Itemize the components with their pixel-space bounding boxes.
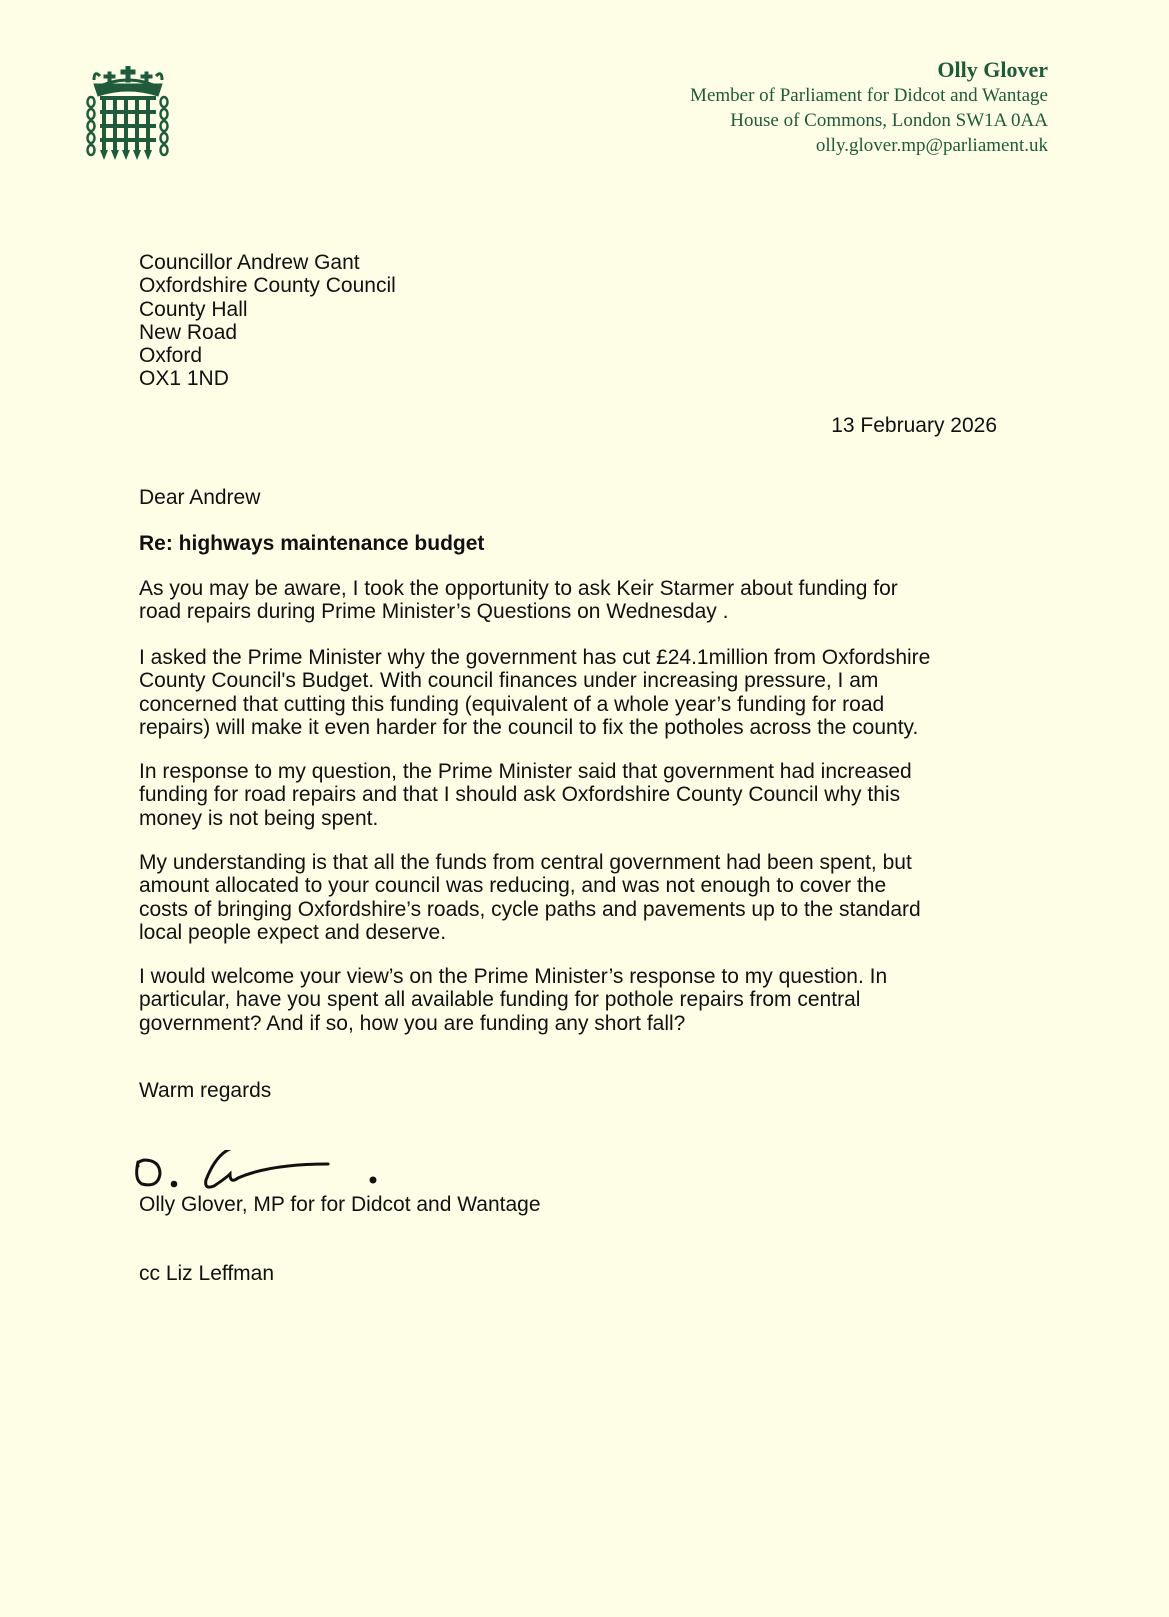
letterhead — [690, 57, 1048, 158]
address-line: Oxfordshire County Council — [139, 274, 396, 298]
text-line: I would welcome your view’s on the Prime Minister’s response to my question. In — [139, 965, 888, 988]
email-line: olly.glover.mp@parliament.uk — [815, 135, 1048, 156]
text-line: repairs) will make it even harder for the council to fix the potholes across the county. — [139, 715, 919, 739]
text-line: amount allocated to your council was reducing, and was not enough to cover the — [139, 874, 887, 898]
text-line: road repairs during Prime Minister’s Questions on Wednesday . — [139, 600, 729, 624]
paragraph — [139, 851, 921, 944]
text-line: money is not being spent. — [139, 806, 379, 830]
address-line: Oxford — [139, 344, 203, 368]
paragraph — [139, 577, 898, 624]
text-line: government? And if so, how you are funding any short fall? — [139, 1011, 686, 1035]
text-line: As you may be aware, I took the opportunity to ask Keir Starmer about funding for — [139, 577, 898, 600]
text-line: My understanding is that all the funds from central government had been spent, but — [139, 851, 912, 874]
text-line: particular, have you spent all available funding for pothole repairs from central — [139, 988, 861, 1012]
constituency-line: Member of Parliament for Didcot and Wantage — [690, 85, 1048, 106]
paragraph — [139, 760, 912, 830]
salutation: Dear Andrew — [139, 486, 261, 509]
subject-line: Re: highways maintenance budget — [139, 532, 485, 555]
closing: Warm regards — [139, 1079, 272, 1102]
text-line: I asked the Prime Minister why the government has cut £24.1million from Oxfordshire — [139, 646, 931, 669]
address-line: House of Commons, London SW1A 0AA — [730, 110, 1048, 131]
text-line: local people expect and deserve. — [139, 920, 447, 944]
mp-name: Olly Glover — [937, 57, 1048, 82]
text-line: In response to my question, the Prime Minister said that government had increased — [139, 760, 912, 783]
address-line: New Road — [139, 320, 238, 344]
cc-line: cc Liz Leffman — [139, 1262, 275, 1285]
address-line: Councillor Andrew Gant — [139, 251, 360, 274]
address-line: OX1 1ND — [139, 367, 229, 391]
letter-date: 13 February 2026 — [831, 414, 997, 437]
address-line: County Hall — [139, 297, 248, 321]
text-line: County Council's Budget. With council finances under increasing pressure, I am — [139, 669, 879, 693]
signoff: Olly Glover, MP for for Didcot and Wantage — [139, 1193, 541, 1216]
portcullis-logo — [86, 66, 170, 162]
recipient-address — [139, 251, 396, 391]
paragraph — [139, 646, 930, 739]
text-line: funding for road repairs and that I should ask Oxfordshire County Council why this — [139, 783, 901, 807]
paragraph — [139, 965, 887, 1035]
text-line: concerned that cutting this funding (equivalent of a whole year’s funding for road — [139, 692, 885, 716]
text-line: costs of bringing Oxfordshire’s roads, cycle paths and pavements up to the standard — [139, 897, 921, 921]
